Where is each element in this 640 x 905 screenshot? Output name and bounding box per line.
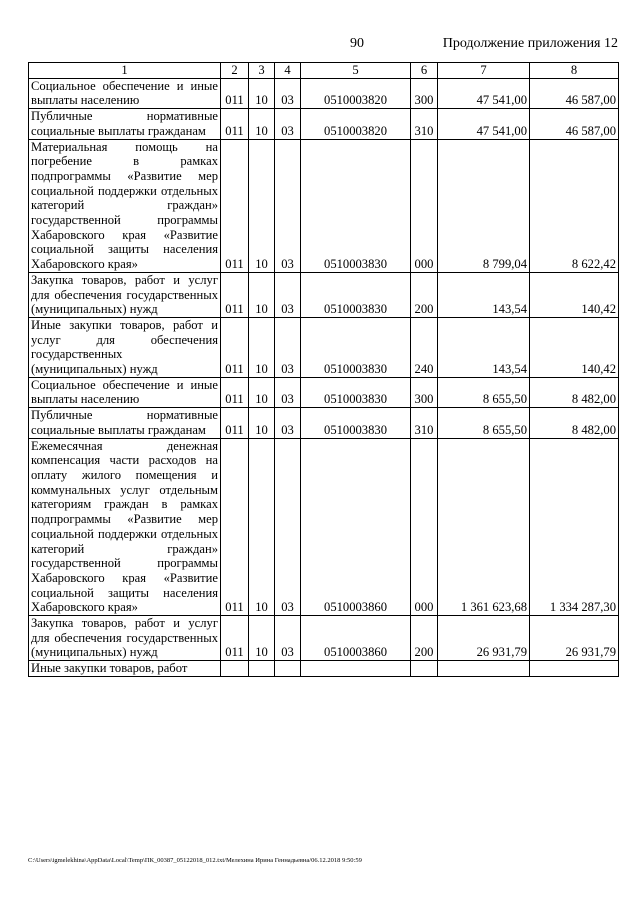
cell-target: 0510003830 [301,139,411,272]
cell-code: 011 [221,109,249,139]
row-name: Ежемесячная денежная компенсация части расходов на оплату жилого помещения и коммунальных услуг отдельным категориям граждан в рамках подпрограммы «Развитие мер социальной поддержки отдельных категорий граждан» государственной программы Хабаровского края «Развитие социальной защиты населения Хабаровского края» [29,438,221,615]
cell-type: 310 [411,109,438,139]
header-row [29,63,619,79]
row-name: Закупка товаров, работ и услуг для обеспечения государственных (муниципальных) нужд [29,272,221,317]
cell-amount-2: 46 587,00 [530,78,619,108]
cell-amount-2: 1 334 287,30 [530,438,619,615]
cell-code: 011 [221,377,249,407]
table-row [29,78,619,108]
cell-subsection: 03 [275,408,301,438]
cell-type: 240 [411,317,438,377]
cell-section: 10 [249,272,275,317]
cell-subsection: 03 [275,272,301,317]
row-name: Социальное обеспечение и иные выплаты населению [29,78,221,108]
cell-code: 011 [221,438,249,615]
table-header [29,63,619,79]
cell-amount-1: 8 799,04 [438,139,530,272]
cell-type: 300 [411,78,438,108]
cell-code: 011 [221,139,249,272]
cell-amount-1: 8 655,50 [438,408,530,438]
cell-amount-2: 140,42 [530,317,619,377]
cell-amount-1: 1 361 623,68 [438,438,530,615]
cell-amount-2: 8 482,00 [530,377,619,407]
column-header: 7 [438,63,530,79]
cell-target: 0510003830 [301,317,411,377]
cell-section: 10 [249,109,275,139]
table-row [29,661,619,677]
continuation-label: Продолжение приложения 12 [442,36,618,51]
cell-type: 000 [411,139,438,272]
cell-amount-1: 8 655,50 [438,377,530,407]
cell-section [249,661,275,677]
table-row [29,408,619,438]
cell-amount-2: 140,42 [530,272,619,317]
column-header: 5 [301,63,411,79]
cell-target: 0510003820 [301,78,411,108]
column-header: 4 [275,63,301,79]
cell-target: 0510003860 [301,616,411,661]
budget-table [28,62,619,677]
cell-target [301,661,411,677]
cell-amount-2: 8 622,42 [530,139,619,272]
table-row [29,616,619,661]
cell-target: 0510003830 [301,408,411,438]
table-row [29,438,619,615]
cell-amount-2: 26 931,79 [530,616,619,661]
cell-amount-1: 47 541,00 [438,109,530,139]
cell-subsection: 03 [275,78,301,108]
table-row [29,272,619,317]
row-name: Публичные нормативные социальные выплаты гражданам [29,408,221,438]
row-name: Иные закупки товаров, работ [29,661,221,677]
column-header: 2 [221,63,249,79]
cell-code: 011 [221,78,249,108]
cell-section: 10 [249,78,275,108]
cell-amount-1: 143,54 [438,272,530,317]
cell-amount-2: 8 482,00 [530,408,619,438]
cell-section: 10 [249,408,275,438]
column-header: 8 [530,63,619,79]
column-header: 1 [29,63,221,79]
table-row [29,377,619,407]
row-name: Публичные нормативные социальные выплаты гражданам [29,109,221,139]
cell-subsection: 03 [275,438,301,615]
cell-type: 000 [411,438,438,615]
cell-amount-1: 143,54 [438,317,530,377]
row-name: Иные закупки товаров, работ и услуг для обеспечения государственных (муниципальных) нужд [29,317,221,377]
cell-subsection [275,661,301,677]
cell-section: 10 [249,438,275,615]
cell-type: 310 [411,408,438,438]
cell-amount-2: 46 587,00 [530,109,619,139]
cell-amount-2 [530,661,619,677]
table-row [29,317,619,377]
cell-subsection: 03 [275,616,301,661]
cell-target: 0510003830 [301,272,411,317]
row-name: Закупка товаров, работ и услуг для обеспечения государственных (муниципальных) нужд [29,616,221,661]
cell-subsection: 03 [275,139,301,272]
cell-type: 200 [411,272,438,317]
cell-amount-1 [438,661,530,677]
cell-subsection: 03 [275,377,301,407]
row-name: Материальная помощь на погребение в рамках подпрограммы «Развитие мер социальной поддержки отдельных категорий граждан» государственной программы Хабаровского края «Развитие социальной защиты населения Хабаровского края» [29,139,221,272]
table-row [29,109,619,139]
cell-type: 300 [411,377,438,407]
cell-type [411,661,438,677]
cell-section: 10 [249,317,275,377]
row-name: Социальное обеспечение и иные выплаты населению [29,377,221,407]
table-row [29,139,619,272]
cell-target: 0510003820 [301,109,411,139]
cell-target: 0510003830 [301,377,411,407]
cell-code: 011 [221,317,249,377]
cell-code: 011 [221,272,249,317]
file-path-footer: C:\Users\igmelekhina\AppData\Local\Temp\ПК_00387_05122018_012.txt/Мелехина Ирина Геннадьевна/06.12.2018 9:50:59 [28,857,362,864]
cell-section: 10 [249,377,275,407]
page-number: 90 [350,36,364,51]
cell-section: 10 [249,616,275,661]
cell-code [221,661,249,677]
cell-section: 10 [249,139,275,272]
cell-amount-1: 26 931,79 [438,616,530,661]
cell-type: 200 [411,616,438,661]
cell-subsection: 03 [275,109,301,139]
cell-target: 0510003860 [301,438,411,615]
cell-code: 011 [221,616,249,661]
cell-code: 011 [221,408,249,438]
column-header: 6 [411,63,438,79]
column-header: 3 [249,63,275,79]
cell-amount-1: 47 541,00 [438,78,530,108]
cell-subsection: 03 [275,317,301,377]
